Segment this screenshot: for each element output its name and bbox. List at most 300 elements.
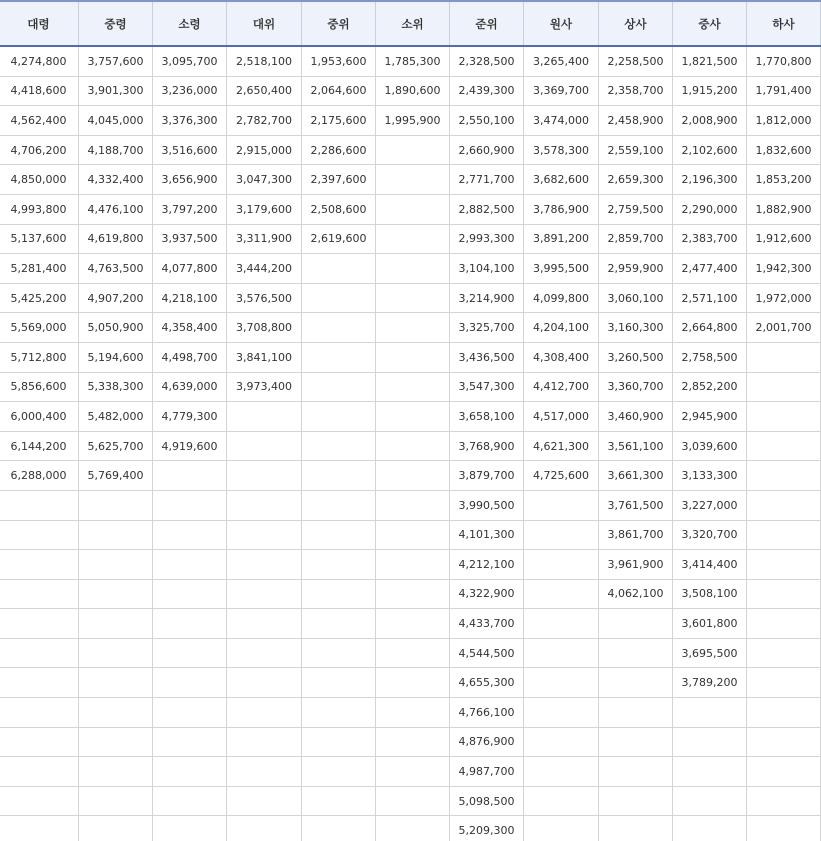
table-cell [79, 816, 153, 841]
table-cell: 6,288,000 [0, 461, 79, 491]
table-cell: 1,953,600 [302, 46, 376, 76]
table-cell: 2,659,300 [599, 165, 673, 195]
table-cell [524, 490, 599, 520]
table-cell: 3,060,100 [599, 283, 673, 313]
table-cell [0, 579, 79, 609]
table-cell: 3,260,500 [599, 342, 673, 372]
table-cell: 1,832,600 [747, 135, 821, 165]
table-cell: 4,850,000 [0, 165, 79, 195]
table-cell [673, 698, 747, 728]
table-cell [0, 727, 79, 757]
table-cell: 4,621,300 [524, 431, 599, 461]
table-row [0, 402, 821, 432]
table-cell [376, 786, 450, 816]
table-row [0, 550, 821, 580]
table-cell: 3,227,000 [673, 490, 747, 520]
table-cell [0, 698, 79, 728]
table-cell [227, 402, 302, 432]
table-cell: 1,915,200 [673, 76, 747, 106]
table-cell [227, 786, 302, 816]
table-cell [524, 786, 599, 816]
table-cell: 3,561,100 [599, 431, 673, 461]
table-cell: 3,414,400 [673, 550, 747, 580]
table-cell [376, 402, 450, 432]
table-cell: 3,474,000 [524, 106, 599, 136]
table-cell: 5,569,000 [0, 313, 79, 343]
table-row [0, 46, 821, 76]
table-cell: 4,045,000 [79, 106, 153, 136]
table-cell [302, 668, 376, 698]
column-header: 중령 [79, 1, 153, 46]
table-cell: 2,458,900 [599, 106, 673, 136]
table-cell: 3,961,900 [599, 550, 673, 580]
table-cell [227, 816, 302, 841]
table-cell: 3,891,200 [524, 224, 599, 254]
table-row [0, 76, 821, 106]
table-row [0, 106, 821, 136]
table-cell: 3,214,900 [450, 283, 524, 313]
table-cell [79, 609, 153, 639]
table-cell [376, 757, 450, 787]
table-cell: 4,562,400 [0, 106, 79, 136]
table-cell [302, 698, 376, 728]
table-cell: 3,444,200 [227, 254, 302, 284]
table-cell: 3,841,100 [227, 342, 302, 372]
table-header [0, 1, 821, 46]
table-cell [747, 698, 821, 728]
table-cell [524, 668, 599, 698]
table-cell: 4,077,800 [153, 254, 227, 284]
table-cell [747, 402, 821, 432]
table-cell [227, 520, 302, 550]
table-cell [302, 431, 376, 461]
table-cell [747, 490, 821, 520]
table-cell [376, 313, 450, 343]
table-cell: 3,995,500 [524, 254, 599, 284]
table-cell: 3,601,800 [673, 609, 747, 639]
table-cell: 2,102,600 [673, 135, 747, 165]
table-cell [376, 550, 450, 580]
table-cell [79, 727, 153, 757]
table-row [0, 579, 821, 609]
table-cell: 2,001,700 [747, 313, 821, 343]
table-cell: 4,517,000 [524, 402, 599, 432]
table-cell [747, 757, 821, 787]
table-row [0, 194, 821, 224]
table-cell: 4,907,200 [79, 283, 153, 313]
table-cell: 5,625,700 [79, 431, 153, 461]
table-cell: 3,095,700 [153, 46, 227, 76]
table-cell [153, 579, 227, 609]
table-cell: 2,064,600 [302, 76, 376, 106]
table-cell: 3,656,900 [153, 165, 227, 195]
table-cell: 4,639,000 [153, 372, 227, 402]
table-cell: 1,995,900 [376, 106, 450, 136]
table-cell: 4,655,300 [450, 668, 524, 698]
table-cell [747, 461, 821, 491]
table-row [0, 254, 821, 284]
table-cell [227, 609, 302, 639]
table-cell [376, 283, 450, 313]
table-cell: 3,547,300 [450, 372, 524, 402]
table-cell: 3,460,900 [599, 402, 673, 432]
table-cell [0, 638, 79, 668]
table-cell [599, 816, 673, 841]
table-cell: 3,516,600 [153, 135, 227, 165]
table-cell: 3,658,100 [450, 402, 524, 432]
table-cell [302, 786, 376, 816]
table-cell: 3,104,100 [450, 254, 524, 284]
table-cell [376, 342, 450, 372]
table-cell: 4,987,700 [450, 757, 524, 787]
table-cell [302, 638, 376, 668]
table-cell [747, 342, 821, 372]
table-cell [0, 757, 79, 787]
table-cell [153, 520, 227, 550]
table-cell: 4,358,400 [153, 313, 227, 343]
table-cell [524, 609, 599, 639]
table-cell [524, 727, 599, 757]
table-cell [599, 698, 673, 728]
table-cell [376, 135, 450, 165]
table-cell [599, 786, 673, 816]
table-cell: 2,196,300 [673, 165, 747, 195]
table-cell [79, 698, 153, 728]
table-cell [524, 757, 599, 787]
table-cell: 2,508,600 [302, 194, 376, 224]
table-cell [747, 638, 821, 668]
table-cell: 4,476,100 [79, 194, 153, 224]
table-cell [79, 786, 153, 816]
table-row [0, 520, 821, 550]
table-body [0, 46, 821, 841]
table-cell: 5,098,500 [450, 786, 524, 816]
table-cell [599, 668, 673, 698]
table-cell [227, 638, 302, 668]
table-cell: 3,320,700 [673, 520, 747, 550]
table-row [0, 461, 821, 491]
table-cell: 3,236,000 [153, 76, 227, 106]
table-cell: 3,797,200 [153, 194, 227, 224]
table-cell [302, 550, 376, 580]
table-cell: 4,876,900 [450, 727, 524, 757]
table-cell: 2,758,500 [673, 342, 747, 372]
table-cell [524, 638, 599, 668]
table-cell: 4,433,700 [450, 609, 524, 639]
table-cell [376, 698, 450, 728]
table-cell: 4,725,600 [524, 461, 599, 491]
table-cell: 2,477,400 [673, 254, 747, 284]
table-cell: 2,771,700 [450, 165, 524, 195]
table-cell: 1,791,400 [747, 76, 821, 106]
table-cell: 5,194,600 [79, 342, 153, 372]
table-row [0, 668, 821, 698]
table-cell: 3,973,400 [227, 372, 302, 402]
table-cell [0, 816, 79, 841]
table-cell: 4,418,600 [0, 76, 79, 106]
table-cell [227, 698, 302, 728]
table-cell: 2,571,100 [673, 283, 747, 313]
table-cell [747, 431, 821, 461]
column-header: 대위 [227, 1, 302, 46]
table-cell [79, 520, 153, 550]
table-cell [227, 550, 302, 580]
table-cell: 2,439,300 [450, 76, 524, 106]
table-cell: 4,779,300 [153, 402, 227, 432]
table-cell: 1,812,000 [747, 106, 821, 136]
table-cell: 5,281,400 [0, 254, 79, 284]
table-cell: 2,358,700 [599, 76, 673, 106]
table-row [0, 165, 821, 195]
table-cell [747, 609, 821, 639]
table-cell [153, 550, 227, 580]
table-cell: 3,990,500 [450, 490, 524, 520]
table-cell [376, 431, 450, 461]
table-cell [524, 816, 599, 841]
table-cell [227, 757, 302, 787]
table-cell [0, 520, 79, 550]
table-cell: 5,482,000 [79, 402, 153, 432]
table-cell [302, 461, 376, 491]
table-row [0, 638, 821, 668]
table-cell [747, 668, 821, 698]
table-cell: 2,290,000 [673, 194, 747, 224]
table-cell: 6,144,200 [0, 431, 79, 461]
table-cell: 5,769,400 [79, 461, 153, 491]
table-cell [227, 579, 302, 609]
table-cell [302, 757, 376, 787]
table-cell: 1,853,200 [747, 165, 821, 195]
table-cell: 4,763,500 [79, 254, 153, 284]
table-cell [153, 786, 227, 816]
table-cell: 4,308,400 [524, 342, 599, 372]
table-cell: 2,664,800 [673, 313, 747, 343]
table-row [0, 816, 821, 841]
table-cell: 5,209,300 [450, 816, 524, 841]
table-cell: 3,578,300 [524, 135, 599, 165]
table-cell: 4,993,800 [0, 194, 79, 224]
table-cell [153, 609, 227, 639]
table-cell [153, 727, 227, 757]
table-cell [302, 609, 376, 639]
table-cell [747, 727, 821, 757]
table-cell: 2,008,900 [673, 106, 747, 136]
table-cell: 4,212,100 [450, 550, 524, 580]
table-row [0, 224, 821, 254]
table-cell: 2,759,500 [599, 194, 673, 224]
table-cell: 4,218,100 [153, 283, 227, 313]
table-cell: 3,311,900 [227, 224, 302, 254]
table-cell: 3,708,800 [227, 313, 302, 343]
table-cell [747, 786, 821, 816]
table-cell [302, 372, 376, 402]
table-cell: 4,322,900 [450, 579, 524, 609]
table-cell [302, 402, 376, 432]
table-cell: 4,498,700 [153, 342, 227, 372]
table-cell: 2,993,300 [450, 224, 524, 254]
table-cell: 4,332,400 [79, 165, 153, 195]
table-cell [673, 727, 747, 757]
table-cell: 2,286,600 [302, 135, 376, 165]
table-row [0, 431, 821, 461]
table-cell [524, 550, 599, 580]
table-cell: 2,882,500 [450, 194, 524, 224]
table-cell: 4,919,600 [153, 431, 227, 461]
table-cell [227, 461, 302, 491]
table-cell [79, 638, 153, 668]
table-cell [302, 342, 376, 372]
table-cell: 1,942,300 [747, 254, 821, 284]
table-cell: 1,785,300 [376, 46, 450, 76]
table-row [0, 698, 821, 728]
table-cell: 3,047,300 [227, 165, 302, 195]
table-cell: 1,882,900 [747, 194, 821, 224]
table-cell: 3,761,500 [599, 490, 673, 520]
table-cell: 4,706,200 [0, 135, 79, 165]
table-cell: 3,360,700 [599, 372, 673, 402]
table-cell [302, 254, 376, 284]
table-cell: 2,258,500 [599, 46, 673, 76]
table-cell [153, 757, 227, 787]
column-header: 원사 [524, 1, 599, 46]
table-cell [79, 550, 153, 580]
table-cell [302, 816, 376, 841]
table-cell [227, 727, 302, 757]
table-row [0, 283, 821, 313]
table-cell: 1,821,500 [673, 46, 747, 76]
table-cell [376, 816, 450, 841]
table-cell: 3,861,700 [599, 520, 673, 550]
column-header: 소령 [153, 1, 227, 46]
table-cell: 5,712,800 [0, 342, 79, 372]
table-cell: 5,856,600 [0, 372, 79, 402]
table-cell [376, 520, 450, 550]
table-cell: 2,518,100 [227, 46, 302, 76]
table-cell [747, 579, 821, 609]
table-cell: 2,959,900 [599, 254, 673, 284]
table-cell: 3,757,600 [79, 46, 153, 76]
table-cell [79, 757, 153, 787]
table-cell [0, 668, 79, 698]
table-cell: 3,576,500 [227, 283, 302, 313]
table-cell [302, 313, 376, 343]
table-cell [302, 727, 376, 757]
table-cell: 2,945,900 [673, 402, 747, 432]
table-cell: 4,766,100 [450, 698, 524, 728]
table-cell: 4,619,800 [79, 224, 153, 254]
table-cell: 2,650,400 [227, 76, 302, 106]
table-cell [0, 550, 79, 580]
header-row [0, 1, 821, 46]
table-cell [599, 638, 673, 668]
table-cell [376, 609, 450, 639]
table-cell: 2,175,600 [302, 106, 376, 136]
table-cell [673, 816, 747, 841]
column-header: 소위 [376, 1, 450, 46]
column-header: 중사 [673, 1, 747, 46]
table-cell [376, 668, 450, 698]
column-header: 하사 [747, 1, 821, 46]
table-cell: 4,544,500 [450, 638, 524, 668]
table-cell [524, 579, 599, 609]
table-cell: 1,912,600 [747, 224, 821, 254]
table-cell: 3,682,600 [524, 165, 599, 195]
table-cell [153, 698, 227, 728]
table-cell: 2,859,700 [599, 224, 673, 254]
table-cell [376, 490, 450, 520]
table-cell: 3,376,300 [153, 106, 227, 136]
table-cell [599, 757, 673, 787]
table-cell: 4,062,100 [599, 579, 673, 609]
table-cell [673, 757, 747, 787]
table-cell: 3,695,500 [673, 638, 747, 668]
table-cell: 3,768,900 [450, 431, 524, 461]
table-cell [599, 609, 673, 639]
table-cell [376, 638, 450, 668]
table-cell: 2,559,100 [599, 135, 673, 165]
column-header: 대령 [0, 1, 79, 46]
table-row [0, 490, 821, 520]
table-cell [524, 520, 599, 550]
table-cell: 3,265,400 [524, 46, 599, 76]
table-cell: 2,383,700 [673, 224, 747, 254]
table-cell [747, 550, 821, 580]
table-row [0, 313, 821, 343]
table-cell [79, 668, 153, 698]
table-cell [673, 786, 747, 816]
table-cell: 6,000,400 [0, 402, 79, 432]
table-cell [376, 165, 450, 195]
table-cell [376, 461, 450, 491]
column-header: 중위 [302, 1, 376, 46]
table-cell [302, 490, 376, 520]
table-cell: 3,039,600 [673, 431, 747, 461]
table-cell: 3,786,900 [524, 194, 599, 224]
table-cell: 3,325,700 [450, 313, 524, 343]
table-cell: 3,160,300 [599, 313, 673, 343]
table-cell [376, 372, 450, 402]
table-cell: 2,915,000 [227, 135, 302, 165]
table-cell: 5,050,900 [79, 313, 153, 343]
table-cell [747, 816, 821, 841]
table-cell [524, 698, 599, 728]
table-cell: 3,901,300 [79, 76, 153, 106]
table-cell: 2,619,600 [302, 224, 376, 254]
table-cell [747, 372, 821, 402]
table-row [0, 786, 821, 816]
table-cell: 3,661,300 [599, 461, 673, 491]
table-cell [376, 579, 450, 609]
table-cell: 1,972,000 [747, 283, 821, 313]
table-cell: 3,879,700 [450, 461, 524, 491]
table-cell [376, 254, 450, 284]
table-cell: 5,137,600 [0, 224, 79, 254]
table-cell: 4,188,700 [79, 135, 153, 165]
table-cell [79, 490, 153, 520]
table-row [0, 135, 821, 165]
table-cell: 3,436,500 [450, 342, 524, 372]
table-cell: 2,852,200 [673, 372, 747, 402]
table-cell [153, 461, 227, 491]
table-cell: 4,204,100 [524, 313, 599, 343]
table-cell: 2,660,900 [450, 135, 524, 165]
table-cell [376, 224, 450, 254]
table-cell: 2,782,700 [227, 106, 302, 136]
table-cell: 4,099,800 [524, 283, 599, 313]
table-row [0, 372, 821, 402]
table-cell: 4,101,300 [450, 520, 524, 550]
table-cell [79, 579, 153, 609]
